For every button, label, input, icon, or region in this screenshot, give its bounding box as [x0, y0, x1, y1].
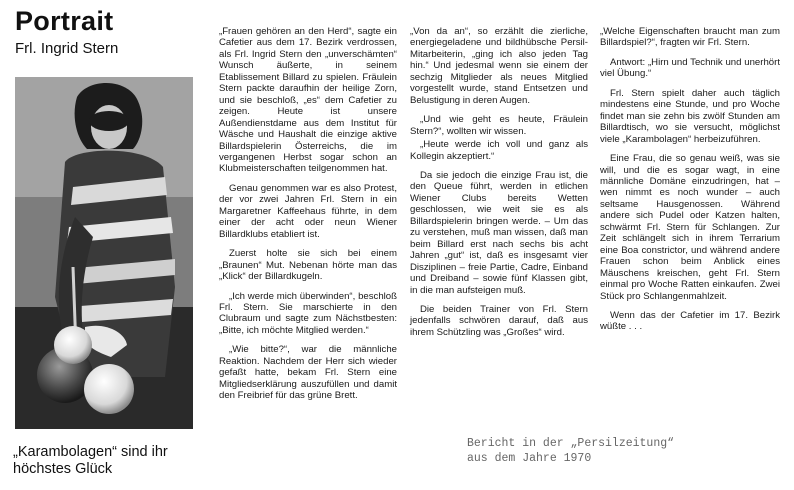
paragraph: „Von da an“, so erzählt die zierliche, energiegeladene und bildhübsche Persil-Mitarbeiterin, „ging ich also jeden Tag hin.“ Und jedesmal wenn sie einem der sechzig Mitglieder als neues Mitglied vorgestellt wurde, stand Entsetzen und Belustigung in deren Augen. — [410, 26, 588, 106]
portrait-photo — [15, 77, 193, 429]
paragraph: „Wie bitte?“, war die männliche Reaktion. Nachdem der Herr sich wieder gefaßt hatte, bekam Frl. Stern eine Mitgliedserklärung auszufüllen und damit den Freibrief für das grüne Brett. — [219, 344, 397, 402]
source-note — [467, 436, 674, 466]
paragraph: Eine Frau, die so genau weiß, was sie will, und die es sogar wagt, in eine männliche Domäne einzudringen, hat – wen nimmt es noch wunder – auch seltsame Hausgenossen. Während andere sich Pudel oder Katzen halten, schwärmt Frl. Stern für Schlangen. Zur Zeit schlängelt sich in ihrem Terrarium eine Boa constrictor, und während andere Frauen schon beim Anblick eines Mäuschens kreischen, geht Frl. Stern einmal pro Woche Ratten einkaufen. Zwei Stück pro Schlangenmahlzeit. — [600, 153, 780, 302]
paragraph: Die beiden Trainer von Frl. Stern jedenfalls schwören darauf, daß aus ihrem Schützling was „Großes“ wird. — [410, 303, 588, 338]
paragraph: Genau genommen war es also Protest, der vor zwei Jahren Frl. Stern in ein Margaretner Kaffeehaus führte, in dem einer der acht oder neun Wiener Billardklubs etabliert ist. — [219, 182, 397, 240]
paragraph: „Welche Eigenschaften braucht man zum Billardspiel?“, fragten wir Frl. Stern. — [600, 26, 780, 49]
paragraph: Zuerst holte sie sich bei einem „Braunen“ Mut. Nebenan hörte man das „Klick“ der Billardkugeln. — [219, 248, 397, 283]
billiard-ball-white — [54, 326, 92, 364]
source-line-1: Bericht in der „Persilzeitung“ — [467, 437, 675, 450]
paragraph: Da sie jedoch die einzige Frau ist, die den Queue führt, werden in etlichen Wiener Clubs bereits Wetten geschlossen, wie weit sie es als Billardspielerin bringen werde. – Um das zu verstehen, muß man wissen, daß man beim Billard erst nach sechs bis acht Jahren „gut“ ist, daß es insgesamt vier Disziplinen – freie Partie, Cadre, Einband und Dreiband – sowie fünf Klassen gibt, in die man aufsteigen muß. — [410, 169, 588, 296]
page-title: Portrait — [15, 6, 114, 36]
paragraph: „Heute werde ich voll und ganz als Kollegin akzeptiert.“ — [410, 139, 588, 162]
source-line-2: aus dem Jahre 1970 — [467, 452, 592, 465]
photo-caption: „Karambolagen“ sind ihr höchstes Glück — [13, 444, 168, 477]
paragraph: Wenn das der Cafetier im 17. Bezirk wüßte . . . — [600, 309, 780, 333]
paragraph: „Frauen gehören an den Herd“, sagte ein Cafetier aus dem 17. Bezirk verdrossen, als Frl. Ingrid Stern den „unverschämten“ Wunsch äußerte, in seinem Etablissement Billard zu spielen. Fräulein Stern packte daraufhin der heilige Zorn, und sie beschloß, „es“ dem Cafetier zu zeigen. Heute ist unsere Außendienstdame aus dem Institut für Wäsche und Haushalt die einzige aktive Billardspielerin Österreichs, die im vergangenen Herbst sogar schon an Klubmeisterschaften teilgenommen hat. — [219, 26, 397, 175]
article-column-1 — [219, 26, 397, 410]
paragraph: „Und wie geht es heute, Fräulein Stern?“, wollten wir wissen. — [410, 114, 588, 137]
page-subtitle: Frl. Ingrid Stern — [15, 40, 119, 57]
billiard-ball-yellow — [84, 364, 134, 414]
article-column-2 — [410, 26, 588, 346]
paragraph: Frl. Stern spielt daher auch täglich mindestens eine Stunde, und pro Woche findet man sie zehn bis zwölf Stunden am Billardtisch, wo sie versucht, möglichst viele „Karambolagen“ herbeizuführen. — [600, 87, 780, 145]
photo-illustration — [15, 77, 193, 429]
article-column-3 — [600, 26, 780, 341]
paragraph: „Ich werde mich überwinden“, beschloß Frl. Stern. Sie marschierte in den Clubraum und sagte zum Nächstbesten: „Bitte, ich möchte Mitglied werden.“ — [219, 290, 397, 336]
paragraph: Antwort: „Hirn und Technik und unerhört viel Übung.“ — [600, 56, 780, 80]
